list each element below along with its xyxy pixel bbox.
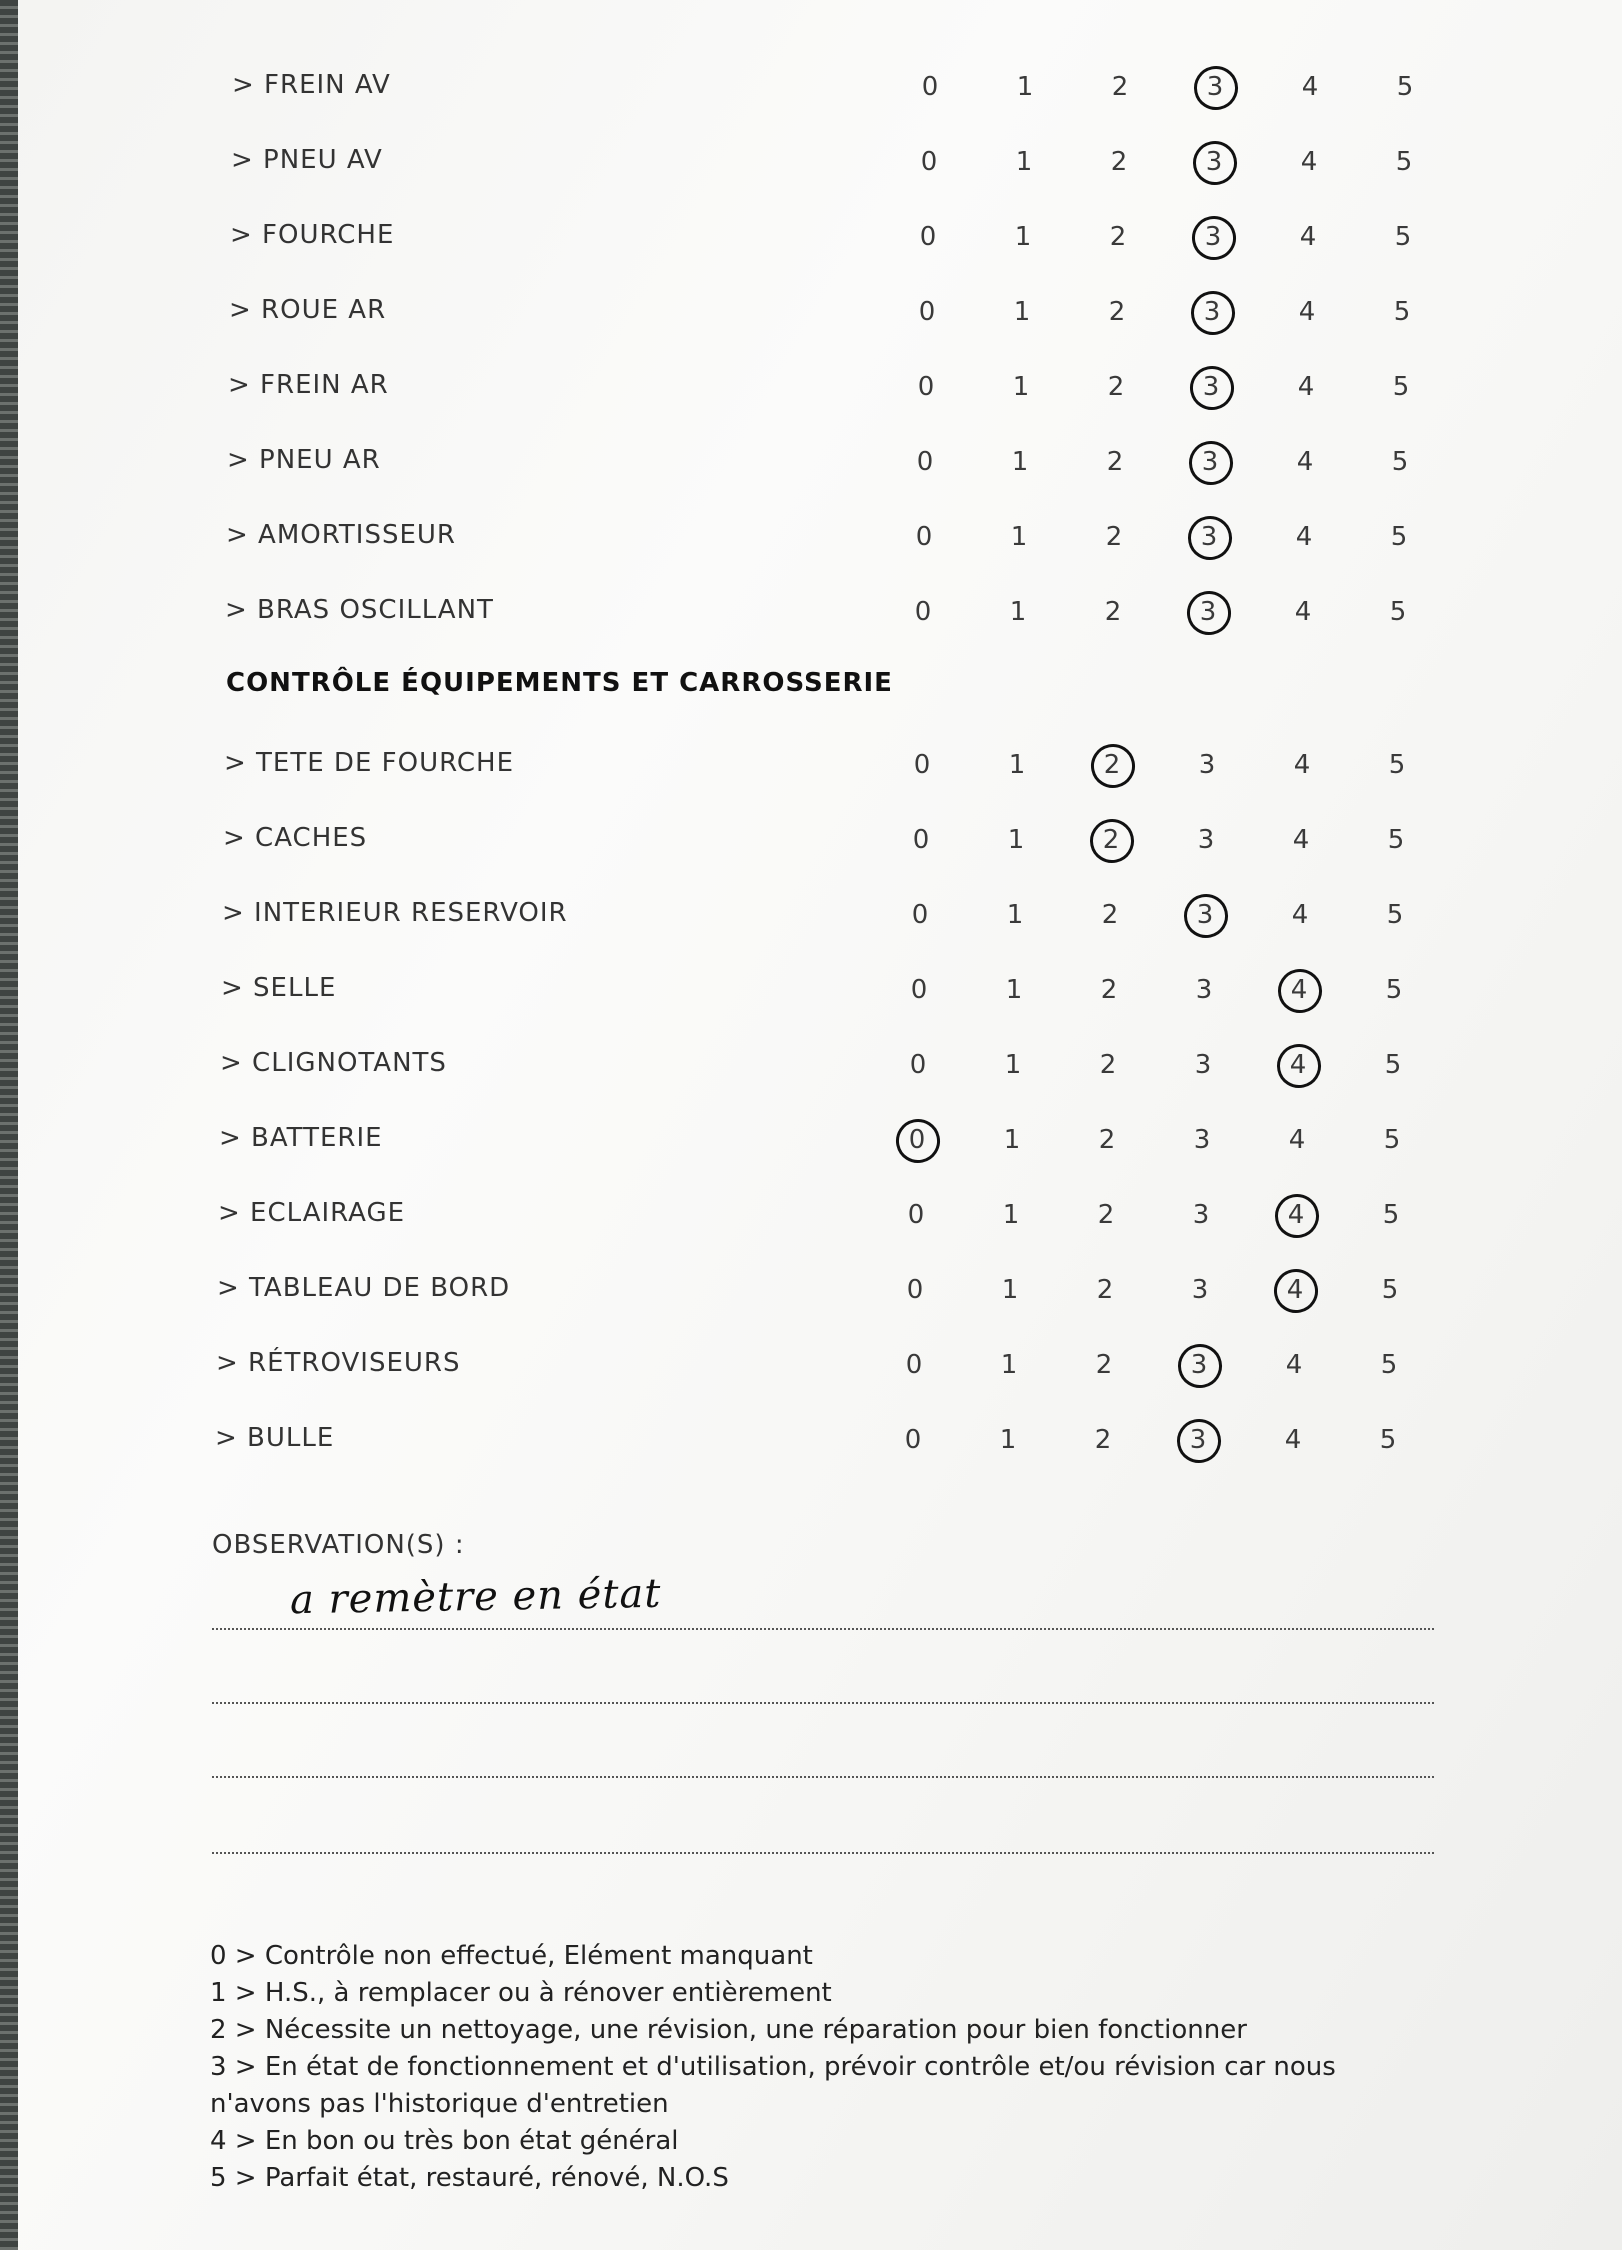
score-option[interactable]: 2 — [1095, 1350, 1113, 1380]
score-option[interactable]: 3 — [1193, 1125, 1211, 1155]
score-option[interactable]: 1 — [1000, 1350, 1018, 1380]
row-label: > PNEU AR — [227, 445, 381, 475]
score-option[interactable]: 5 — [1384, 1050, 1402, 1080]
score-option[interactable]: 4 — [1295, 522, 1313, 552]
score-option[interactable]: 1 — [1002, 1200, 1020, 1230]
score-option[interactable]: 2 — [1109, 222, 1127, 252]
score-option[interactable]: 0 — [920, 147, 938, 177]
legend-line: 0 > Contrôle non effectué, Elément manquant — [210, 1941, 813, 1971]
score-option-selected[interactable]: 4 — [1273, 1275, 1317, 1305]
score-option-selected[interactable]: 4 — [1274, 1200, 1318, 1230]
score-option[interactable]: 0 — [913, 750, 931, 780]
score-option[interactable]: 1 — [1014, 222, 1032, 252]
score-option[interactable]: 5 — [1386, 900, 1404, 930]
score-option[interactable]: 4 — [1300, 147, 1318, 177]
row-label: > AMORTISSEUR — [226, 520, 456, 550]
score-option[interactable]: 5 — [1387, 825, 1405, 855]
score-option[interactable]: 3 — [1195, 975, 1213, 1005]
score-option[interactable]: 0 — [919, 222, 937, 252]
score-option-selected[interactable]: 0 — [895, 1125, 939, 1155]
score-option[interactable]: 4 — [1297, 372, 1315, 402]
score-option[interactable]: 5 — [1379, 1425, 1397, 1455]
row-label: > INTERIEUR RESERVOIR — [222, 898, 568, 928]
score-option[interactable]: 5 — [1381, 1275, 1399, 1305]
score-option[interactable]: 1 — [1004, 1050, 1022, 1080]
score-option-selected[interactable]: 3 — [1188, 447, 1232, 477]
score-option[interactable]: 3 — [1192, 1200, 1210, 1230]
score-option[interactable]: 3 — [1197, 825, 1215, 855]
legend-line: 2 > Nécessite un nettoyage, une révision, une réparation pour bien fonctionner — [210, 2015, 1247, 2045]
score-option[interactable]: 5 — [1392, 372, 1410, 402]
score-option[interactable]: 5 — [1393, 297, 1411, 327]
score-option[interactable]: 4 — [1301, 72, 1319, 102]
score-option[interactable]: 5 — [1385, 975, 1403, 1005]
checklist-row — [18, 1415, 1622, 1461]
row-label: > FREIN AV — [232, 70, 391, 100]
score-option-selected[interactable]: 3 — [1183, 900, 1227, 930]
score-option[interactable]: 1 — [1003, 1125, 1021, 1155]
row-label: > SELLE — [221, 973, 337, 1003]
score-option[interactable]: 2 — [1096, 1275, 1114, 1305]
score-option[interactable]: 5 — [1389, 597, 1407, 627]
checklist-row — [18, 62, 1622, 108]
legend-line: 4 > En bon ou très bon état général — [210, 2126, 679, 2156]
checklist-row — [18, 815, 1622, 861]
score-option[interactable]: 1 — [1011, 447, 1029, 477]
checklist-row — [18, 212, 1622, 258]
inspection-sheet — [18, 0, 1622, 2250]
observation-line — [212, 1776, 1434, 1778]
score-option[interactable]: 4 — [1294, 597, 1312, 627]
score-option-selected[interactable]: 4 — [1277, 975, 1321, 1005]
score-option[interactable]: 2 — [1108, 297, 1126, 327]
observations-label: OBSERVATION(S) : — [212, 1530, 465, 1560]
checklist-row — [18, 1265, 1622, 1311]
score-option[interactable]: 2 — [1111, 72, 1129, 102]
legend-line: 5 > Parfait état, restauré, rénové, N.O.S — [210, 2163, 729, 2193]
row-label: > ECLAIRAGE — [218, 1198, 406, 1228]
score-option[interactable]: 4 — [1288, 1125, 1306, 1155]
score-option[interactable]: 2 — [1099, 1050, 1117, 1080]
legend-line: 1 > H.S., à remplacer ou à rénover entièrement — [210, 1978, 832, 2008]
score-option[interactable]: 1 — [1001, 1275, 1019, 1305]
rating-legend — [210, 1938, 1460, 2197]
score-option[interactable]: 1 — [999, 1425, 1017, 1455]
score-option[interactable]: 5 — [1391, 447, 1409, 477]
score-option[interactable]: 2 — [1107, 372, 1125, 402]
score-option[interactable]: 0 — [909, 1050, 927, 1080]
observations-handwriting: a remètre en état — [289, 1570, 662, 1624]
legend-line: 3 > En état de fonctionnement et d'utilisation, prévoir contrôle et/ou révision car nous — [210, 2052, 1336, 2082]
row-label: > ROUE AR — [229, 295, 387, 325]
score-option[interactable]: 2 — [1101, 900, 1119, 930]
score-option[interactable]: 0 — [921, 72, 939, 102]
section-heading: CONTRÔLE ÉQUIPEMENTS ET CARROSSERIE — [226, 668, 893, 698]
score-option[interactable]: 0 — [906, 1275, 924, 1305]
score-option[interactable]: 1 — [1008, 750, 1026, 780]
score-option[interactable]: 1 — [1007, 825, 1025, 855]
score-option[interactable]: 4 — [1291, 900, 1309, 930]
score-option-selected[interactable]: 3 — [1190, 297, 1234, 327]
score-option[interactable]: 5 — [1382, 1200, 1400, 1230]
score-option[interactable]: 5 — [1388, 750, 1406, 780]
score-option[interactable]: 5 — [1390, 522, 1408, 552]
row-label: > TETE DE FOURCHE — [224, 748, 514, 778]
row-label: > CACHES — [223, 823, 368, 853]
checklist-row — [18, 740, 1622, 786]
score-option[interactable]: 4 — [1299, 222, 1317, 252]
score-option[interactable]: 0 — [914, 597, 932, 627]
score-option-selected[interactable]: 3 — [1177, 1350, 1221, 1380]
score-option[interactable]: 2 — [1097, 1200, 1115, 1230]
score-option[interactable]: 2 — [1098, 1125, 1116, 1155]
score-option[interactable]: 2 — [1100, 975, 1118, 1005]
score-option[interactable]: 4 — [1285, 1350, 1303, 1380]
score-option[interactable]: 0 — [912, 825, 930, 855]
score-option[interactable]: 0 — [904, 1425, 922, 1455]
checklist-row — [18, 1040, 1622, 1086]
score-option-selected[interactable]: 2 — [1089, 825, 1133, 855]
score-option[interactable]: 0 — [917, 372, 935, 402]
checklist-row — [18, 1190, 1622, 1236]
score-option[interactable]: 3 — [1198, 750, 1216, 780]
checklist-row — [18, 362, 1622, 408]
row-label: > FREIN AR — [228, 370, 389, 400]
score-option[interactable]: 2 — [1104, 597, 1122, 627]
legend-line: n'avons pas l'historique d'entretien — [210, 2089, 669, 2119]
score-option[interactable]: 0 — [910, 975, 928, 1005]
checklist-row — [18, 965, 1622, 1011]
checklist-row — [18, 890, 1622, 936]
score-option[interactable]: 2 — [1106, 447, 1124, 477]
checklist-row — [18, 512, 1622, 558]
score-option[interactable]: 4 — [1298, 297, 1316, 327]
score-option-selected[interactable]: 3 — [1187, 522, 1231, 552]
score-option[interactable]: 5 — [1396, 72, 1414, 102]
score-option[interactable]: 1 — [1006, 900, 1024, 930]
checklist-row — [18, 437, 1622, 483]
checklist-row — [18, 137, 1622, 183]
checklist-row — [18, 587, 1622, 633]
checklist-row — [18, 1340, 1622, 1386]
score-option[interactable]: 2 — [1105, 522, 1123, 552]
score-option[interactable]: 4 — [1284, 1425, 1302, 1455]
score-option[interactable]: 4 — [1296, 447, 1314, 477]
score-option[interactable]: 1 — [1016, 72, 1034, 102]
score-option[interactable]: 5 — [1394, 222, 1412, 252]
score-option[interactable]: 1 — [1009, 597, 1027, 627]
score-option[interactable]: 1 — [1005, 975, 1023, 1005]
score-option-selected[interactable]: 3 — [1176, 1425, 1220, 1455]
score-option[interactable]: 0 — [905, 1350, 923, 1380]
score-option[interactable]: 3 — [1194, 1050, 1212, 1080]
score-option-selected[interactable]: 2 — [1090, 750, 1134, 780]
row-label: > CLIGNOTANTS — [220, 1048, 447, 1078]
observation-line — [212, 1628, 1434, 1630]
score-option-selected[interactable]: 3 — [1186, 597, 1230, 627]
score-option[interactable]: 2 — [1094, 1425, 1112, 1455]
score-option[interactable]: 1 — [1015, 147, 1033, 177]
checklist-row — [18, 287, 1622, 333]
observation-line — [212, 1702, 1434, 1704]
score-option[interactable]: 5 — [1380, 1350, 1398, 1380]
row-label: > RÉTROVISEURS — [216, 1348, 461, 1378]
checklist-row — [18, 1115, 1622, 1161]
row-label: > BRAS OSCILLANT — [225, 595, 494, 625]
score-option-selected[interactable]: 3 — [1191, 222, 1235, 252]
row-label: > BULLE — [215, 1423, 335, 1453]
observation-line — [212, 1852, 1434, 1854]
score-option[interactable]: 5 — [1395, 147, 1413, 177]
row-label: > FOURCHE — [230, 220, 395, 250]
score-option[interactable]: 3 — [1191, 1275, 1209, 1305]
score-option[interactable]: 0 — [918, 297, 936, 327]
score-option[interactable]: 0 — [907, 1200, 925, 1230]
score-option[interactable]: 2 — [1110, 147, 1128, 177]
score-option[interactable]: 1 — [1010, 522, 1028, 552]
score-option-selected[interactable]: 3 — [1192, 147, 1236, 177]
score-option[interactable]: 0 — [916, 447, 934, 477]
score-option[interactable]: 1 — [1013, 297, 1031, 327]
row-label: > BATTERIE — [219, 1123, 383, 1153]
row-label: > TABLEAU DE BORD — [217, 1273, 511, 1303]
score-option-selected[interactable]: 3 — [1193, 72, 1237, 102]
score-option[interactable]: 1 — [1012, 372, 1030, 402]
score-option-selected[interactable]: 4 — [1276, 1050, 1320, 1080]
score-option[interactable]: 4 — [1293, 750, 1311, 780]
score-option[interactable]: 0 — [915, 522, 933, 552]
score-option-selected[interactable]: 3 — [1189, 372, 1233, 402]
score-option[interactable]: 5 — [1383, 1125, 1401, 1155]
score-option[interactable]: 0 — [911, 900, 929, 930]
score-option[interactable]: 4 — [1292, 825, 1310, 855]
row-label: > PNEU AV — [231, 145, 383, 175]
